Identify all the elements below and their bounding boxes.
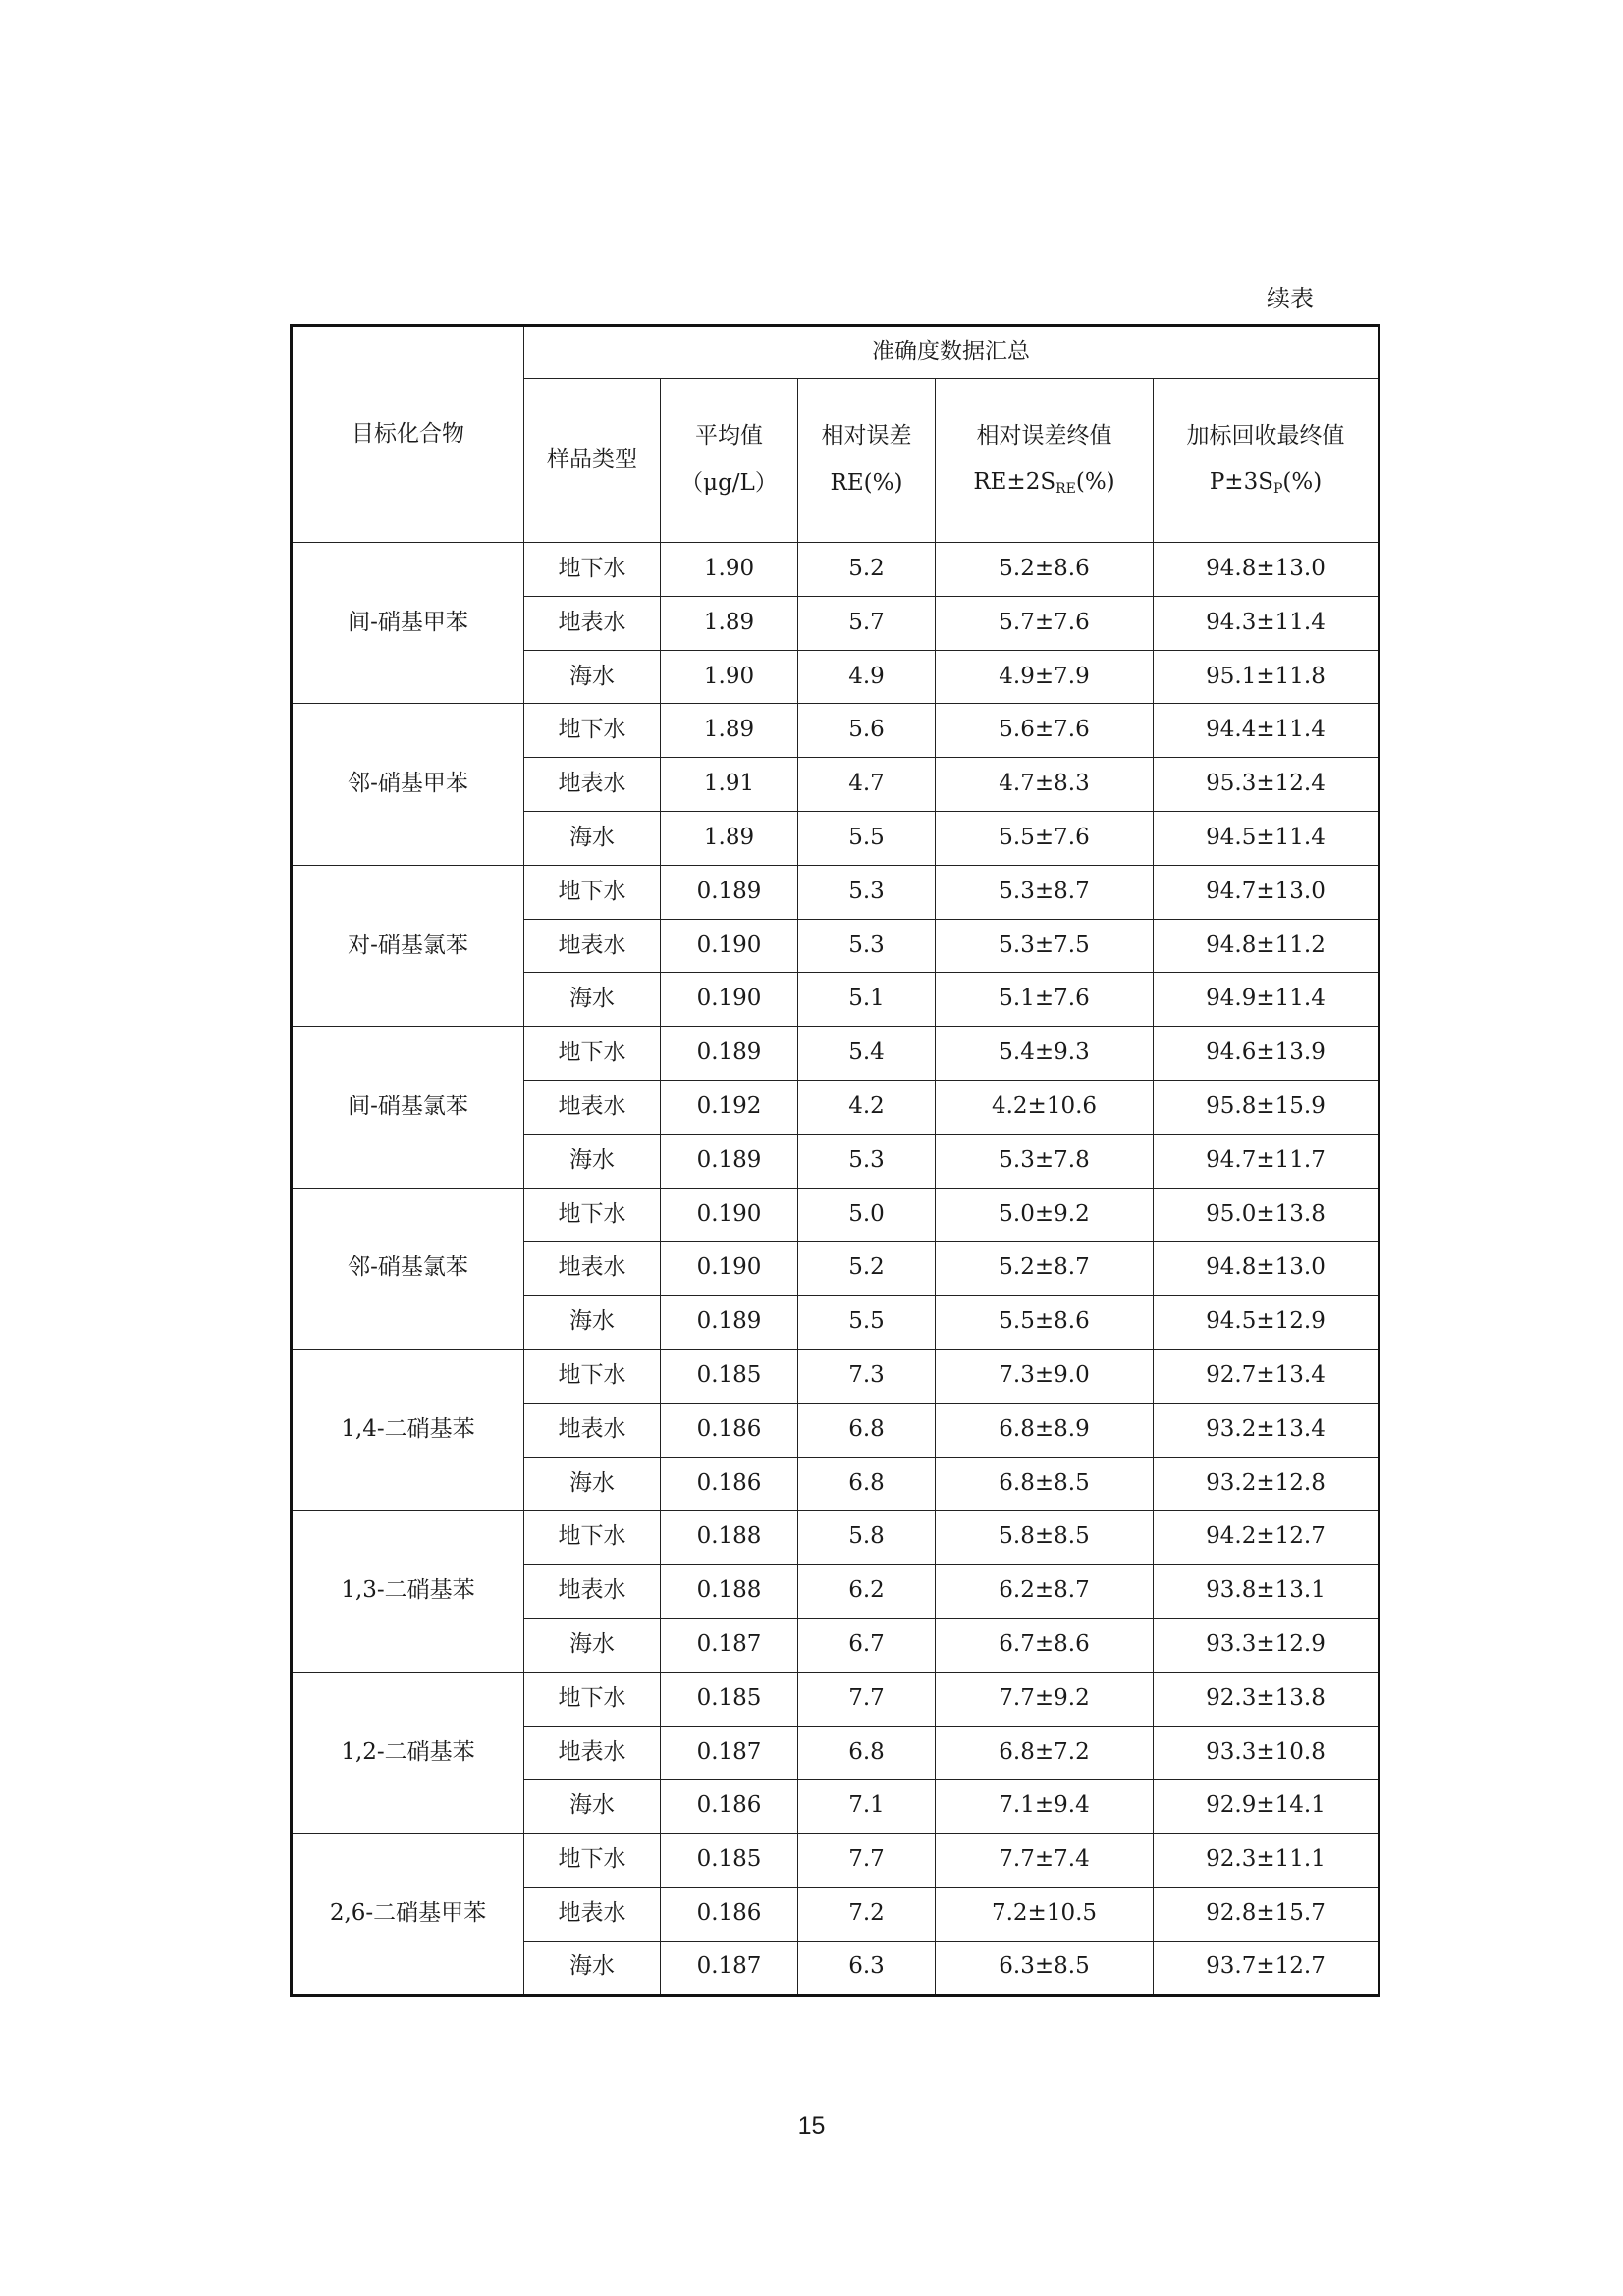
p-final-cell: 95.1±11.8 xyxy=(1154,650,1380,704)
re-final-cell: 7.1±9.4 xyxy=(936,1780,1154,1834)
sample-type-cell: 地下水 xyxy=(524,865,661,919)
re-final-cell: 5.3±7.5 xyxy=(936,919,1154,973)
re-cell: 6.8 xyxy=(798,1726,936,1780)
table-row xyxy=(292,1672,1380,1726)
re-cell: 4.2 xyxy=(798,1080,936,1134)
re-final-cell: 5.6±7.6 xyxy=(936,704,1154,758)
table-row xyxy=(292,704,1380,758)
mean-cell: 0.187 xyxy=(661,1726,798,1780)
table-row xyxy=(292,1188,1380,1242)
header-re-line1: 相对误差 xyxy=(821,423,912,450)
table-row xyxy=(292,1511,1380,1565)
table-row xyxy=(292,865,1380,919)
mean-cell: 0.187 xyxy=(661,1941,798,1995)
re-cell: 5.2 xyxy=(798,543,936,597)
header-p-final-line2-a: P±3S xyxy=(1209,469,1273,496)
re-cell: 6.8 xyxy=(798,1457,936,1511)
sample-type-cell: 海水 xyxy=(524,1941,661,1995)
p-final-cell: 94.6±13.9 xyxy=(1154,1027,1380,1081)
p-final-cell: 95.0±13.8 xyxy=(1154,1188,1380,1242)
re-final-cell: 5.0±9.2 xyxy=(936,1188,1154,1242)
header-sample-type: 样品类型 xyxy=(524,379,661,543)
re-final-cell: 5.5±7.6 xyxy=(936,811,1154,865)
re-cell: 5.1 xyxy=(798,973,936,1027)
sample-type-cell: 地表水 xyxy=(524,1080,661,1134)
continued-label: 续表 xyxy=(1267,285,1314,312)
mean-cell: 0.190 xyxy=(661,973,798,1027)
p-final-cell: 93.3±12.9 xyxy=(1154,1618,1380,1672)
sample-type-cell: 海水 xyxy=(524,1457,661,1511)
re-cell: 7.1 xyxy=(798,1780,936,1834)
mean-cell: 0.186 xyxy=(661,1457,798,1511)
re-final-cell: 4.2±10.6 xyxy=(936,1080,1154,1134)
mean-cell: 1.90 xyxy=(661,650,798,704)
re-final-cell: 4.7±8.3 xyxy=(936,758,1154,812)
mean-cell: 0.189 xyxy=(661,865,798,919)
re-final-cell: 5.8±8.5 xyxy=(936,1511,1154,1565)
sample-type-cell: 海水 xyxy=(524,973,661,1027)
mean-cell: 0.186 xyxy=(661,1780,798,1834)
p-final-cell: 94.8±13.0 xyxy=(1154,543,1380,597)
re-cell: 6.8 xyxy=(798,1403,936,1457)
re-cell: 4.7 xyxy=(798,758,936,812)
re-cell: 6.7 xyxy=(798,1618,936,1672)
mean-cell: 0.189 xyxy=(661,1027,798,1081)
re-cell: 5.0 xyxy=(798,1188,936,1242)
mean-cell: 0.186 xyxy=(661,1887,798,1941)
header-mean xyxy=(661,379,798,543)
page-number: 15 xyxy=(797,2112,826,2140)
p-final-cell: 93.2±13.4 xyxy=(1154,1403,1380,1457)
header-re xyxy=(798,379,936,543)
re-final-cell: 6.8±8.9 xyxy=(936,1403,1154,1457)
re-cell: 5.5 xyxy=(798,1296,936,1350)
header-re-final-line1: 相对误差终值 xyxy=(976,422,1112,449)
re-final-cell: 5.3±8.7 xyxy=(936,865,1154,919)
sample-type-cell: 海水 xyxy=(524,650,661,704)
mean-cell: 0.188 xyxy=(661,1565,798,1619)
header-p-final-line2 xyxy=(1154,469,1378,498)
re-cell: 6.2 xyxy=(798,1565,936,1619)
re-final-cell: 7.7±9.2 xyxy=(936,1672,1154,1726)
re-final-cell: 7.7±7.4 xyxy=(936,1834,1154,1888)
header-re-line2: RE(%) xyxy=(830,470,903,496)
mean-cell: 1.91 xyxy=(661,758,798,812)
re-final-cell: 6.8±7.2 xyxy=(936,1726,1154,1780)
mean-cell: 0.192 xyxy=(661,1080,798,1134)
mean-cell: 1.89 xyxy=(661,596,798,650)
sample-type-cell: 地表水 xyxy=(524,758,661,812)
sample-type-cell: 地表水 xyxy=(524,1887,661,1941)
p-final-cell: 94.7±13.0 xyxy=(1154,865,1380,919)
re-cell: 7.3 xyxy=(798,1349,936,1403)
sample-type-cell: 地表水 xyxy=(524,1726,661,1780)
header-mean-line1: 平均值 xyxy=(695,423,763,450)
compound-cell: 1,4-二硝基苯 xyxy=(292,1349,524,1510)
header-re-final-line2-b: (%) xyxy=(1075,469,1115,496)
p-final-cell: 94.9±11.4 xyxy=(1154,973,1380,1027)
header-compound: 目标化合物 xyxy=(292,326,524,543)
p-final-cell: 92.8±15.7 xyxy=(1154,1887,1380,1941)
re-final-cell: 4.9±7.9 xyxy=(936,650,1154,704)
sample-type-cell: 地表水 xyxy=(524,596,661,650)
mean-cell: 0.190 xyxy=(661,1242,798,1296)
re-final-cell: 5.5±8.6 xyxy=(936,1296,1154,1350)
p-final-cell: 94.5±11.4 xyxy=(1154,811,1380,865)
header-re-final-line2-a: RE±2S xyxy=(973,469,1056,496)
re-cell: 4.9 xyxy=(798,650,936,704)
table-row xyxy=(292,1834,1380,1888)
re-final-cell: 6.3±8.5 xyxy=(936,1941,1154,1995)
sample-type-cell: 地表水 xyxy=(524,1403,661,1457)
compound-cell: 邻-硝基甲苯 xyxy=(292,704,524,865)
accuracy-summary-table xyxy=(290,324,1380,1997)
sample-type-cell: 地表水 xyxy=(524,1565,661,1619)
compound-cell: 邻-硝基氯苯 xyxy=(292,1188,524,1349)
re-cell: 7.7 xyxy=(798,1672,936,1726)
header-mean-line2: （μg/L） xyxy=(680,470,778,496)
sample-type-cell: 海水 xyxy=(524,1618,661,1672)
mean-cell: 0.189 xyxy=(661,1296,798,1350)
re-cell: 7.7 xyxy=(798,1834,936,1888)
p-final-cell: 94.2±12.7 xyxy=(1154,1511,1380,1565)
compound-cell: 1,2-二硝基苯 xyxy=(292,1672,524,1833)
header-re-final-line2 xyxy=(936,469,1153,498)
mean-cell: 0.190 xyxy=(661,919,798,973)
table-header xyxy=(292,326,1380,543)
p-final-cell: 93.8±13.1 xyxy=(1154,1565,1380,1619)
mean-cell: 0.186 xyxy=(661,1403,798,1457)
re-cell: 5.4 xyxy=(798,1027,936,1081)
p-final-cell: 92.9±14.1 xyxy=(1154,1780,1380,1834)
mean-cell: 0.185 xyxy=(661,1834,798,1888)
mean-cell: 0.190 xyxy=(661,1188,798,1242)
re-final-cell: 5.4±9.3 xyxy=(936,1027,1154,1081)
re-final-cell: 7.3±9.0 xyxy=(936,1349,1154,1403)
p-final-cell: 94.8±11.2 xyxy=(1154,919,1380,973)
p-final-cell: 93.3±10.8 xyxy=(1154,1726,1380,1780)
compound-cell: 1,3-二硝基苯 xyxy=(292,1511,524,1672)
sample-type-cell: 地表水 xyxy=(524,1242,661,1296)
mean-cell: 0.185 xyxy=(661,1672,798,1726)
sample-type-cell: 地下水 xyxy=(524,1188,661,1242)
re-cell: 5.3 xyxy=(798,919,936,973)
sample-type-cell: 地下水 xyxy=(524,1834,661,1888)
re-cell: 5.6 xyxy=(798,704,936,758)
p-final-cell: 94.8±13.0 xyxy=(1154,1242,1380,1296)
header-p-final-subscript: P xyxy=(1272,481,1283,498)
p-final-cell: 94.3±11.4 xyxy=(1154,596,1380,650)
compound-cell: 间-硝基甲苯 xyxy=(292,543,524,704)
compound-cell: 间-硝基氯苯 xyxy=(292,1027,524,1188)
sample-type-cell: 海水 xyxy=(524,811,661,865)
p-final-cell: 93.2±12.8 xyxy=(1154,1457,1380,1511)
compound-cell: 2,6-二硝基甲苯 xyxy=(292,1834,524,1995)
re-final-cell: 5.2±8.6 xyxy=(936,543,1154,597)
compound-cell: 对-硝基氯苯 xyxy=(292,865,524,1026)
table-row xyxy=(292,1027,1380,1081)
p-final-cell: 95.8±15.9 xyxy=(1154,1080,1380,1134)
p-final-cell: 94.7±11.7 xyxy=(1154,1134,1380,1188)
table-row xyxy=(292,543,1380,597)
re-final-cell: 5.7±7.6 xyxy=(936,596,1154,650)
sample-type-cell: 海水 xyxy=(524,1780,661,1834)
re-final-cell: 6.2±8.7 xyxy=(936,1565,1154,1619)
header-re-final-subscript: RE xyxy=(1055,481,1076,498)
re-final-cell: 5.1±7.6 xyxy=(936,973,1154,1027)
re-cell: 5.2 xyxy=(798,1242,936,1296)
mean-cell: 1.90 xyxy=(661,543,798,597)
mean-cell: 0.189 xyxy=(661,1134,798,1188)
header-p-final xyxy=(1154,379,1380,543)
header-accuracy-group: 准确度数据汇总 xyxy=(524,326,1380,379)
header-p-final-line2-b: (%) xyxy=(1282,469,1323,496)
re-cell: 5.3 xyxy=(798,1134,936,1188)
re-cell: 5.5 xyxy=(798,811,936,865)
re-final-cell: 7.2±10.5 xyxy=(936,1887,1154,1941)
mean-cell: 0.187 xyxy=(661,1618,798,1672)
header-p-final-line1: 加标回收最终值 xyxy=(1186,422,1345,449)
re-final-cell: 5.2±8.7 xyxy=(936,1242,1154,1296)
sample-type-cell: 海水 xyxy=(524,1134,661,1188)
header-re-final xyxy=(936,379,1154,543)
p-final-cell: 94.5±12.9 xyxy=(1154,1296,1380,1350)
re-cell: 5.3 xyxy=(798,865,936,919)
p-final-cell: 95.3±12.4 xyxy=(1154,758,1380,812)
sample-type-cell: 海水 xyxy=(524,1296,661,1350)
p-final-cell: 92.7±13.4 xyxy=(1154,1349,1380,1403)
mean-cell: 0.185 xyxy=(661,1349,798,1403)
sample-type-cell: 地下水 xyxy=(524,1672,661,1726)
re-cell: 6.3 xyxy=(798,1941,936,1995)
re-final-cell: 6.8±8.5 xyxy=(936,1457,1154,1511)
sample-type-cell: 地下水 xyxy=(524,704,661,758)
re-cell: 5.7 xyxy=(798,596,936,650)
p-final-cell: 93.7±12.7 xyxy=(1154,1941,1380,1995)
p-final-cell: 94.4±11.4 xyxy=(1154,704,1380,758)
sample-type-cell: 地下水 xyxy=(524,1027,661,1081)
table-body xyxy=(292,543,1380,1996)
sample-type-cell: 地下水 xyxy=(524,1349,661,1403)
mean-cell: 1.89 xyxy=(661,704,798,758)
re-final-cell: 5.3±7.8 xyxy=(936,1134,1154,1188)
mean-cell: 1.89 xyxy=(661,811,798,865)
mean-cell: 0.188 xyxy=(661,1511,798,1565)
sample-type-cell: 地下水 xyxy=(524,543,661,597)
p-final-cell: 92.3±11.1 xyxy=(1154,1834,1380,1888)
p-final-cell: 92.3±13.8 xyxy=(1154,1672,1380,1726)
table-row xyxy=(292,1349,1380,1403)
re-cell: 7.2 xyxy=(798,1887,936,1941)
re-cell: 5.8 xyxy=(798,1511,936,1565)
re-final-cell: 6.7±8.6 xyxy=(936,1618,1154,1672)
sample-type-cell: 地表水 xyxy=(524,919,661,973)
sample-type-cell: 地下水 xyxy=(524,1511,661,1565)
